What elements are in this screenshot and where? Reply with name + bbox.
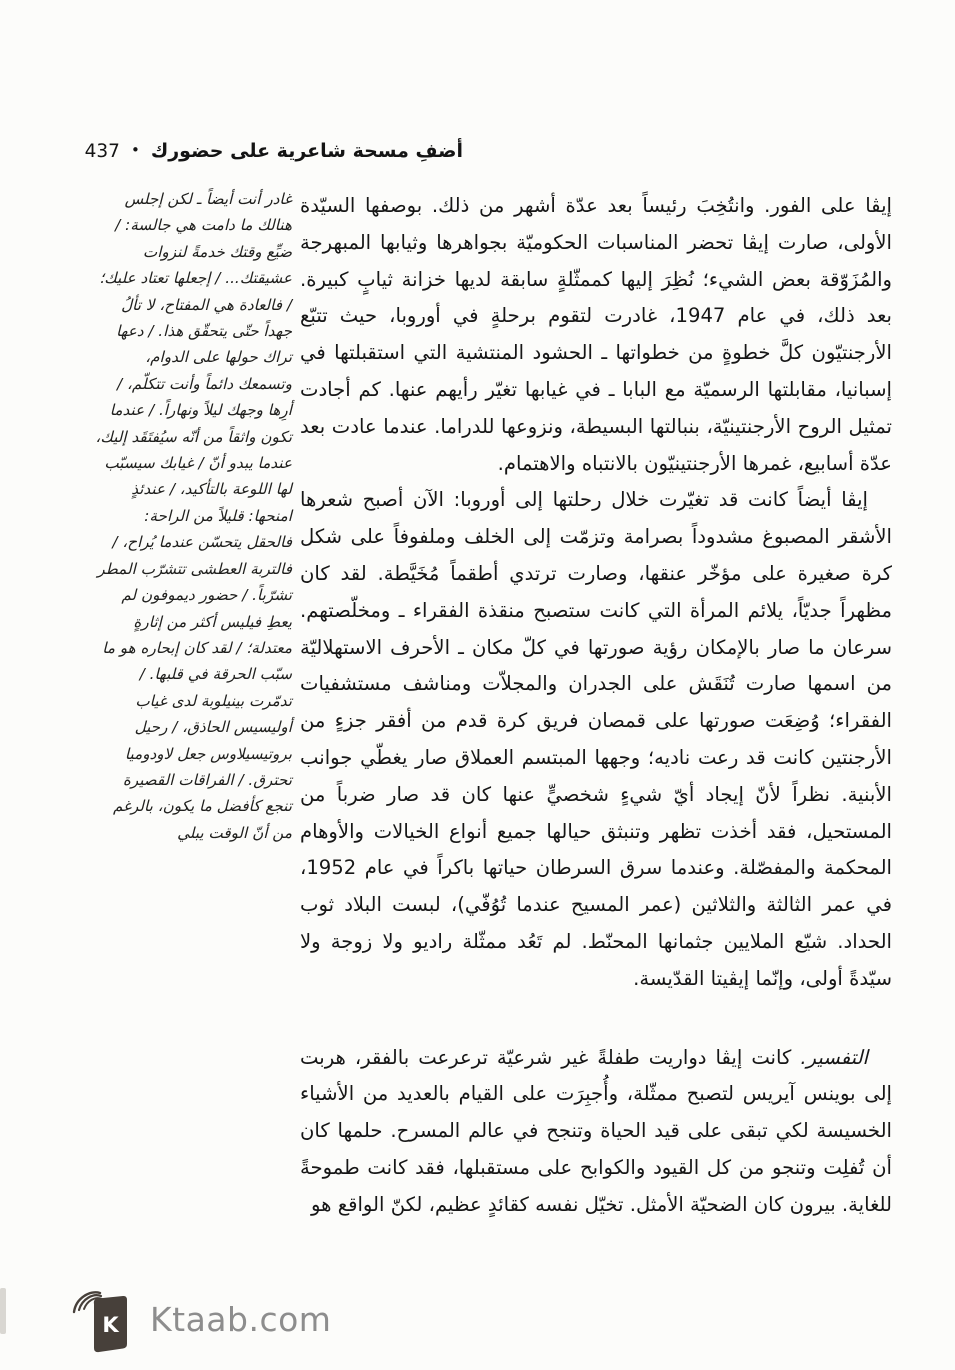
page-header <box>84 140 463 162</box>
footer-logo <box>66 1282 331 1356</box>
paragraph: إيڤا على الفور. وانتُخِبَ رئيساً بعد عدّة أشهر من ذلك. بوصفها السيّدة الأولى، صارت إيڤا تحضر المناسبات الحكوميّة بجواهرها وثيابها المبهرجة والمُزَوّقة بعض الشيء؛ نُظِرَ إليها كممثّلةٍ سابقة لديها خزانة ثيابٍ كبيرة. بعد ذلك، في عام 1947، غادرت لتقوم برحلةٍ في أوروبا، حيث تتبّع الأرجنتيّون كلَّ خطوةٍ من خطواتها ـ الحشود المنتشية التي استقبلتها في إسبانيا، مقابلتها الرسميّة مع البابا ـ في غيابها تغيّر رأيهم عنها. كم أجادت تمثيل الروح الأرجنتينيّة، بنبالتها البسيطة، ونزوعها للدراما. عندما عادت بعد عدّة أسابيع، غمرها الأرجنتينيّون بالانتباه والاهتمام. <box>300 194 892 475</box>
scan-edge-artifact <box>0 1288 6 1334</box>
paragraph: إيڤا أيضاً كانت قد تغيّرت خلال رحلتها إلى أوروبا: الآن أصبح شعرها الأشقر المصبوغ مشدوداً بصرامة وتزمّت إلى الخلف وملفوفاً على شكل كرة صغيرة على مؤخّر عنقها، وصارت ترتدي أطقماً مُخَيَّطة. لقد كان مظهراً جديّاً، يلائم المرأة التي كانت ستصبح منقذة الفقراء ـ ومخلّصتهم. سرعان ما صار بالإمكان رؤية صورتها في كلّ مكان ـ الأحرف الاستهلاليّة من اسمها صارت تُنَقَش على الجدران والمجلاّت ومناشف مستشفيات الفقراء؛ وُضِعَت صورتها على قمصان فريق كرة قدم من أفقر جزءٍ من الأرجنتين كانت قد رعت ناديه؛ وجهها المبتسم العملاق صار يغطّي جوانب الأبنية. نظراً لأنّ إيجاد أيّ شيءٍ شخصيٍّ عنها كان قد صار ضرباً من المستحيل، فقد أخذت تظهر وتنبثق حيالها جميع أنواع الخيالات والأوهام المحكمة والمفصّلة. وعندما سرق السرطان حياتها باكراً في عام 1952، في عمر الثالثة والثلاثين (عمر المسيح عندما تُوُفّي)، لبست البلاد ثوب الحداد. شيّع الملايين جثمانها المحنّط. لم تَعُد ممثّلة راديو ولا زوجة ولا سيّدةً أولى، وإنّما إيڤيتا القدّيسة. <box>300 488 892 990</box>
paragraph-rest: كانت إيڤا دواريت طفلةً غير شرعيّة ترعرعت بالفقر، هربت إلى بوينس آيريس لتصبح ممثّلة، وأُجبِرَت على القيام بالعديد من الأشياء الخسيسة لكي تبقى على قيد الحياة وتنجح في عالم المسرح. حلمها كان أن تُفلِت وتنجو من كل القيود والكوابح على مستقبلها، فقد كانت طموحةً للغاية. بيرون كان الضحيّة الأمثل. تخيّل نفسه كقائدٍ عظيم، لكنّ الواقع هو <box>300 1045 892 1216</box>
paragraph-lead-word: التفسير. <box>800 1045 868 1069</box>
logo-letter: K <box>102 1313 119 1337</box>
logo-text: Ktaab.com <box>150 1299 332 1339</box>
book-logo-icon <box>66 1282 134 1356</box>
bullet-separator: • <box>130 141 140 159</box>
chapter-title: أضفِ مسحة شاعرية على حضورك <box>150 140 463 162</box>
body-text <box>300 188 892 1224</box>
page-number: 437 <box>84 141 120 162</box>
paragraph <box>300 1040 892 1224</box>
margin-note: غادر أنت أيضاً ـ لكن إجلس هنالك ما دامت هي جالسة: / ضيِّع وقتك خدمةً لنزوات عشيقتك... / إجعلها تعتاد عليك؛ / فالعادة هي المفتاح، لا تألُ جهداً حتّى يتحقّق هذا. / دعها تراك حولها على الدوام، وتسمعك دائماً وأنت تتكلّم، / أرِها وجهك ليلاً ونهاراً. / عندما تكون واثقاً من أنّه سيُفتَقَد إليك، عندما يبدو أنّ / غيابك سيسبّب لها اللوعة بالتأكيد، / عندئذٍ امنحها: قليلاً من الراحة: فالحقل يتحسّن عندما يُراح، / فالتربة العطشى تتشرّب المطر تشرّباً. / حضور ديموفون لم يعطِ فيليس أكثر من إثارةٍ معتدلة؛ / لقد كان إبحاره هو ما سبّب الحرقة في قلبها. / تدمّرت بينيلوبة لدى غياب أوليسيس الحاذق، / رحيل بروتيسيلاوس جعل لاودوميا تحترق. / الفراقات القصيرة تنجع كأفضل ما يكون، بالرغم من أنّ الوقت يبلي <box>95 190 292 842</box>
